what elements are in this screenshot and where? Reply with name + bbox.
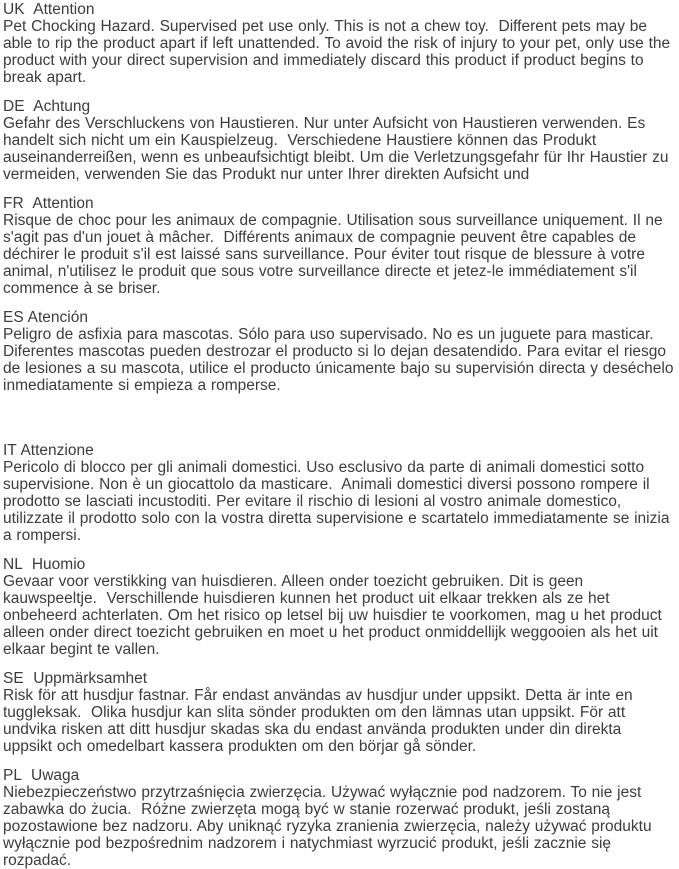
section-body-es: Peligro de asfixia para mascotas. Sólo para uso supervisado. No es un juguete para masticar. Diferentes mascotas pueden destrozar el producto si lo dejan desatendido. Para evitar el riesgo de lesiones a su mascota, utilice el producto únicamente bajo su supervisión directa y deséchelo inmediatamente si empieza a romperse. (3, 326, 679, 394)
section-heading-fr: FR Attention (3, 195, 94, 212)
section-body-it: Pericolo di blocco per gli animali domestici. Uso esclusivo da parte di animali domestici sotto supervisione. Non è un giocattolo da masticare. Animali domestici diversi possono rompere il prodotto se lasciati incustoditi. Per evitare il rischio di lesioni al vostro animale domestico, utilizzate il prodotto solo con la vostra diretta supervisione e scartatelo immediatamente se inizia a rompersi. (3, 459, 675, 544)
warning-section-uk (3, 1, 675, 86)
section-body-pl: Niebezpieczeństwo przytrzaśnięcia zwierzęcia. Używać wyłącznie pod nadzorem. To nie jest zabawka do żucia. Różne zwierzęta mogą być w stanie rozerwać produkt, jeśli zostaną pozostawione bez nadzoru. Aby uniknąć ryzyka zranienia zwierzęcia, należy używać produktu wyłącznie pod bezpośrednim nadzorem i natychmiast wyrzucić produkt, jeśli zacznie się rozpadać. (3, 784, 657, 869)
warning-section-pl (3, 767, 675, 869)
section-heading-it: IT Attenzione (3, 442, 94, 459)
section-heading-se: SE Uppmärksamhet (3, 670, 147, 687)
warning-section-de (3, 98, 675, 183)
section-heading-de: DE Achtung (3, 98, 91, 115)
section-heading-es: ES Atención (3, 309, 88, 326)
section-body-fr: Risque de choc pour les animaux de compagnie. Utilisation sous surveillance uniquement. Il ne s'agit pas d'un jouet à mâcher. Différents animaux de compagnie peuvent être capables de déchirer le produit s'il est laissé sans surveillance. Pour éviter tout risque de blessure à votre animal, n'utilisez le produit que sous votre surveillance directe et jetez-le immédiatement s'il commence à se briser. (3, 212, 668, 297)
section-heading-pl: PL Uwaga (3, 767, 80, 784)
warning-section-se (3, 670, 675, 755)
section-body-se: Risk för att husdjur fastnar. Får endast användas av husdjur under uppsikt. Detta är inte en tuggleksak. Olika husdjur kan slita sönder produkten om den lämnas utan uppsikt. För att undvika risken att ditt husdjur skadas ska du endast använda produkten under din direkta uppsikt och omedelbart kassera produkten om den börjar gå sönder. (3, 687, 638, 755)
warning-section-it (3, 442, 675, 544)
warning-section-nl (3, 556, 675, 658)
section-heading-nl: NL Huomio (3, 556, 86, 573)
section-body-nl: Gevaar voor verstikking van huisdieren. Alleen onder toezicht gebruiken. Dit is geen kauwspeeltje. Verschillende huisdieren kunnen het product uit elkaar trekken als ze het onbeheerd achterlaten. Om het risico op letsel bij uw huisdier te voorkomen, mag u het product alleen onder direct toezicht gebruiken en moet u het product onmiddellijk weggooien als het uit elkaar begint te vallen. (3, 573, 667, 658)
section-heading-uk: UK Attention (3, 1, 95, 18)
warning-section-fr (3, 195, 675, 297)
warning-section-es (3, 309, 679, 394)
section-body-de: Gefahr des Verschluckens von Haustieren. Nur unter Aufsicht von Haustieren verwenden. Es handelt sich nicht um ein Kauspielzeug. Verschiedene Haustiere können das Produkt auseinanderreißen, wenn es unbeaufsichtigt bleibt. Um die Verletzungsgefahr für Ihr Haustier zu vermeiden, verwenden Sie das Produkt nur unter Ihrer direkten Aufsicht und (3, 115, 674, 183)
section-body-uk: Pet Chocking Hazard. Supervised pet use only. This is not a chew toy. Different pets may be able to rip the product apart if left unattended. To avoid the risk of injury to your pet, only use the product with your direct supervision and immediately discard this product if product begins to break apart. (3, 18, 675, 86)
